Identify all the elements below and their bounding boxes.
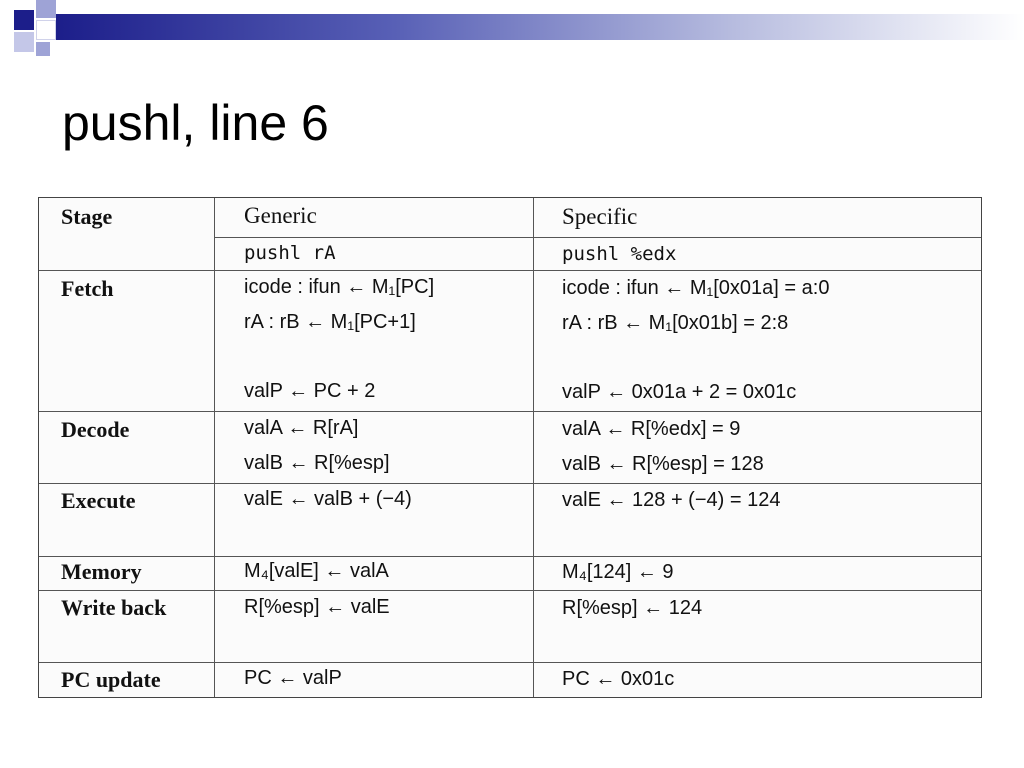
row-divider-writeback [39, 590, 981, 591]
header-specific: Specific [562, 204, 638, 229]
stage-write-back: Write back [61, 595, 167, 620]
deco-square-pale [14, 32, 34, 52]
header-generic: Generic [244, 203, 317, 228]
specific-instruction: pushl %edx [562, 243, 677, 265]
decode-specific-line-2: valB ← R[%esp] = 128 [562, 453, 764, 475]
deco-square-dark [14, 10, 34, 30]
stage-execute: Execute [61, 488, 136, 513]
deco-square-small [36, 42, 50, 56]
stage-pc-update: PC update [61, 667, 161, 692]
stage-decode: Decode [61, 417, 130, 442]
title-gradient-bar [56, 14, 1024, 40]
slide-title: pushl, line 6 [62, 95, 329, 151]
writeback-specific-line-1: R[%esp] ← 124 [562, 597, 703, 619]
memory-generic-line-1: M₄[valE] ← valA [244, 560, 389, 582]
decode-generic-line-1: valA ← R[rA] [244, 417, 359, 439]
fetch-specific-line-1: icode : ifun ← M₁[0x01a] = a:0 [562, 277, 830, 299]
row-divider-header [214, 237, 981, 238]
fetch-specific-line-4: valP ← 0x01a + 2 = 0x01c [562, 381, 797, 403]
row-divider-execute [39, 483, 981, 484]
stage-memory: Memory [61, 559, 142, 584]
col-divider-1 [214, 198, 215, 697]
decode-generic-line-2: valB ← R[%esp] [244, 452, 390, 474]
row-divider-fetch [39, 270, 981, 271]
execute-generic-line-1: valE ← valB + (−4) [244, 488, 412, 510]
row-divider-decode [39, 411, 981, 412]
pcupdate-specific-line-1: PC ← 0x01c [562, 668, 675, 690]
fetch-generic-line-1: icode : ifun ← M₁[PC] [244, 276, 435, 298]
deco-square-light [36, 0, 56, 18]
fetch-specific-line-2: rA : rB ← M₁[0x01b] = 2:8 [562, 312, 789, 334]
execute-specific-line-1: valE ← 128 + (−4) = 124 [562, 489, 781, 511]
col-divider-2 [533, 198, 534, 697]
row-divider-memory [39, 556, 981, 557]
writeback-generic-line-1: R[%esp] ← valE [244, 596, 390, 618]
memory-specific-line-1: M₄[124] ← 9 [562, 561, 674, 583]
decode-specific-line-1: valA ← R[%edx] = 9 [562, 418, 741, 440]
stage-fetch: Fetch [61, 276, 114, 301]
stage-table [38, 197, 982, 698]
generic-instruction: pushl rA [244, 242, 336, 264]
fetch-generic-line-4: valP ← PC + 2 [244, 380, 376, 402]
header-stage: Stage [61, 204, 113, 229]
deco-square-white [36, 20, 56, 40]
pcupdate-generic-line-1: PC ← valP [244, 667, 342, 689]
row-divider-pcupdate [39, 662, 981, 663]
fetch-generic-line-2: rA : rB ← M₁[PC+1] [244, 311, 416, 333]
